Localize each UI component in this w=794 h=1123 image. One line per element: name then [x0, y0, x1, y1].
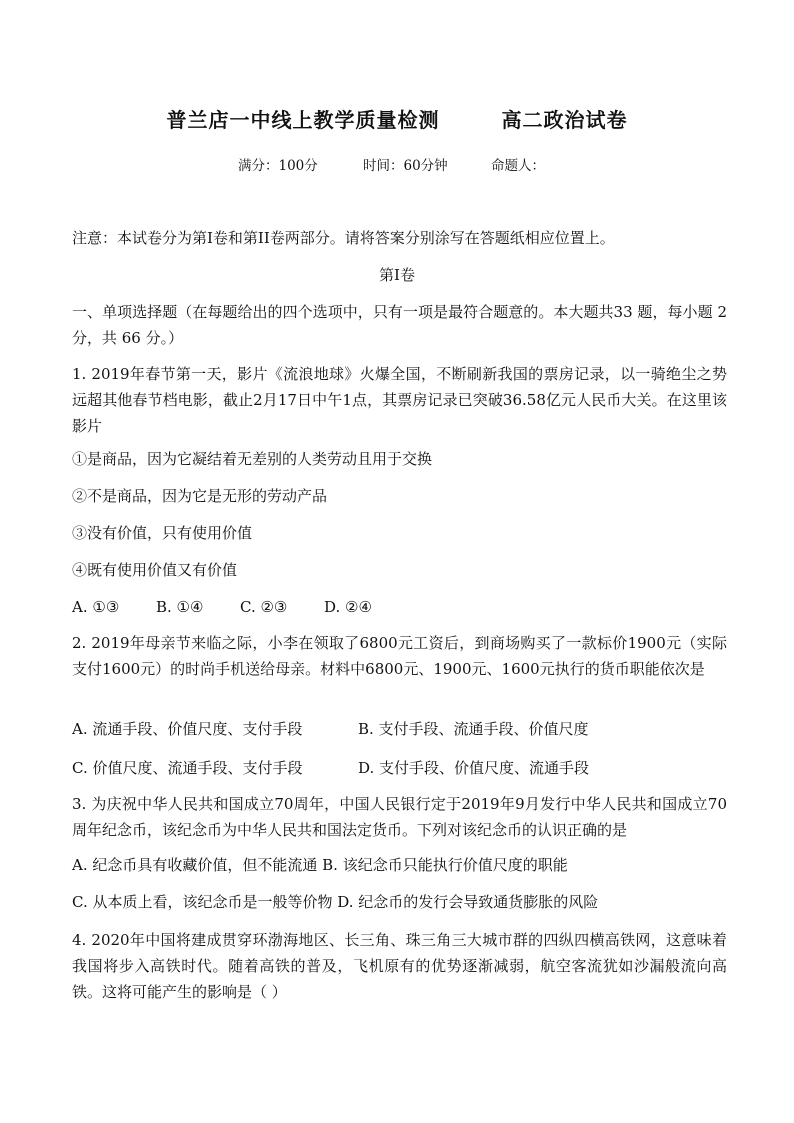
part-intro: 一、单项选择题（在每题给出的四个选项中，只有一项是最符合题意的。本大题共33 题，每小题 2分，共 66 分。） [72, 303, 727, 347]
q1-option-b: B. ①④ [156, 598, 204, 616]
title-subject: 高二政治试卷 [501, 108, 628, 132]
q1-statement-1: ①是商品，因为它凝结着无差别的人类劳动且用于交换 [72, 450, 433, 468]
q3-options-cd: C. 从本质上看，该纪念币是一般等价物 D. 纪念币的发行会导致通货膨胀的风险 [72, 893, 599, 911]
q3-options-ab: A. 纪念币具有收藏价值，但不能流通 B. 该纪念币只能执行价值尺度的职能 [72, 856, 568, 874]
notice: 注意：本试卷分为第Ⅰ卷和第II卷两部分。请将答案分别涂写在答题纸相应位置上。 [72, 229, 615, 247]
q1-option-d: D. ②④ [324, 598, 372, 616]
q1-option-c: C. ②③ [240, 598, 288, 616]
q1-statement-4: ④既有使用价值又有价值 [72, 561, 238, 579]
q2-options-row-1 [72, 716, 732, 742]
q1-option-a: A. ①③ [72, 598, 120, 616]
q2-option-d: D. 支付手段、价值尺度、流通手段 [358, 759, 590, 777]
full-score: 满分：100分 [238, 158, 318, 174]
q2-option-a: A. 流通手段、价值尺度、支付手段 [72, 720, 303, 738]
page-title [0, 104, 794, 133]
exam-time: 时间：60分钟 [363, 158, 448, 174]
q1-statement-3: ③没有价值，只有使用价值 [72, 524, 253, 542]
question-3-stem: 3. 为庆祝中华人民共和国成立70周年，中国人民银行定于2019年9月发行中华人民共和国成立70周年纪念币，该纪念币为中华人民共和国法定货币。下列对该纪念币的认识正确的是 [72, 795, 727, 839]
q1-options [72, 594, 732, 620]
section-title: 第Ⅰ卷 [379, 266, 415, 284]
exam-author: 命题人： [491, 158, 545, 174]
question-2-stem: 2. 2019年母亲节来临之际，小李在领取了6800元工资后，到商场购买了一款标价1900元（实际支付1600元）的时尚手机送给母亲。材料中6800元、1900元、1600元执行的货币职能依次是 [72, 634, 727, 678]
question-1-stem: 1. 2019年春节第一天，影片《流浪地球》火爆全国，不断刷新我国的票房记录，以一骑绝尘之势远超其他春节档电影，截止2月17日中午1点，其票房记录已突破36.58亿元人民币大关。在这里该影片 [72, 365, 727, 435]
q1-statement-2: ②不是商品，因为它是无形的劳动产品 [72, 487, 328, 505]
q2-option-b: B. 支付手段、流通手段、价值尺度 [358, 720, 589, 738]
question-4-stem: 4. 2020年中国将建成贯穿环渤海地区、长三角、珠三角三大城市群的四纵四横高铁网，这意味着我国将步入高铁时代。随着高铁的普及，飞机原有的优势逐渐减弱，航空客流犹如沙漏般流向高铁。这将可能产生的影响是（ ） [72, 931, 727, 1001]
title-school: 普兰店一中线上教学质量检测 [166, 108, 440, 132]
q2-option-c: C. 价值尺度、流通手段、支付手段 [72, 759, 303, 777]
exam-meta [238, 154, 545, 174]
q2-options-row-2 [72, 755, 732, 781]
